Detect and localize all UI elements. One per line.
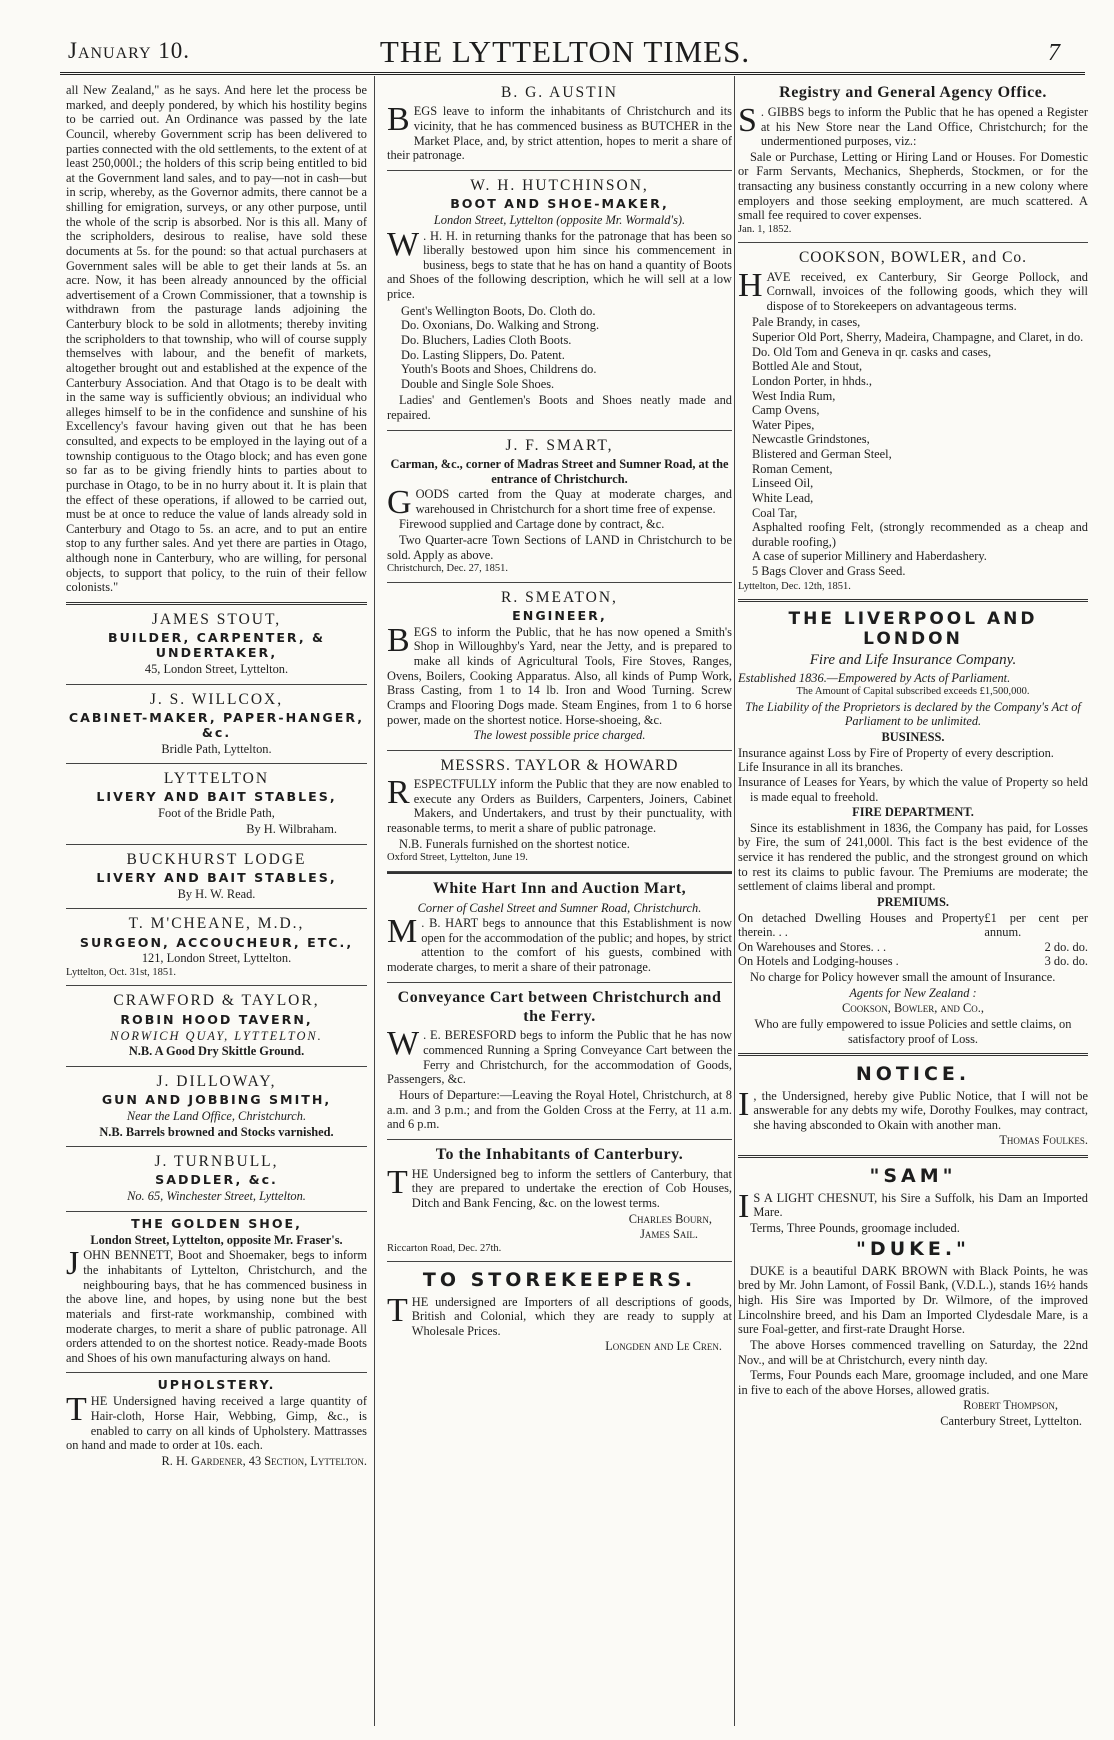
ad-conveyance-cart <box>387 983 732 1140</box>
business-line: Insurance against Loss by Fire of Property of every description. <box>738 745 1054 760</box>
ad-para: The above Horses commenced travelling on Saturday, the 22nd Nov., and will be at Christchurch, every ninth day. <box>738 1337 1088 1367</box>
list-item: Gent's Wellington Boots, Do. Cloth do. <box>401 303 596 318</box>
list-item: Youth's Boots and Shoes, Childrens do. <box>401 362 597 377</box>
agents-text: Who are fully empowered to issue Policies and settle claims, on satisfactory proof of Loss. <box>754 1016 1072 1046</box>
ad-para: N.B. Funerals furnished on the shortest notice. <box>399 836 630 851</box>
ad-proprietor: By H. W. Read. <box>177 886 256 901</box>
newspaper-title: THE LYTTELTON TIMES. <box>379 34 751 69</box>
business-line: Insurance of Leases for Years, by which the value of Property so held is made equal to freehold. <box>738 774 1088 804</box>
drop-cap: T <box>387 1163 408 1201</box>
ad-proprietor: By H. Wilbraham. <box>246 821 337 836</box>
ad-body-text: EGS to inform the Public, that he has now opened a Smith's Shop in Willoughby's Yard, near the Jetty, and is prepared to make all kinds of Agricultural Tools, Fire Stoves, Ranges, Ovens, Boilers, Cooking Apparatus. Also, all kinds of Pump Work, Brass Casting, from 1 to 14 lb. Iron and Wood Turning. Screw Cramps and Flooring Dogs made. Steam Engines, from 1 to 6 horse power, made on the shortest notice. Horse-shoeing, &c. <box>387 624 732 727</box>
ad-name: J. DILLOWAY, <box>156 1072 277 1090</box>
ad-name: R. SMEATON, <box>501 588 618 606</box>
ad-tail: The lowest possible price charged. <box>473 728 646 743</box>
ad-registry <box>738 78 1088 243</box>
ad-address: Bridle Path, Lyttelton. <box>161 741 272 756</box>
business-line: Life Insurance in all its branches. <box>738 760 904 775</box>
agents-name: Cookson, Bowler, and Co., <box>842 1001 984 1016</box>
drop-cap: T <box>66 1391 87 1429</box>
premium-rate: 3 do. do. <box>1044 954 1088 969</box>
ad-liability: The Liability of the Proprietors is declared by the Company's Act of Parliament to be unlimited. <box>745 699 1081 729</box>
premium-label: On Warehouses and Stores. . . <box>738 939 887 954</box>
ad-notice <box>738 1056 1088 1158</box>
article-text: all New Zealand," as he says. And here let the process be marked, and deeply pondered, by which his hostility begins to be carried out. An Ordinance was passed by the late Council, whereby Government scrip has been delivered to parties connected with the old settlements, to the extent of at least 250,000l.; the holders of this scrip being entitled to bid at the Government land sales, and to pay—not in cash—but in scrip, whereby, as the Governor admits, there cannot be a shilling for emigration, surveys, or any other purpose, until the whole of the scrip is absorbed. Nor is this all. Many of the scripholders, desirous to realise, have sold these documents at 5s. for the pound: so that actual purchasers at Government sales will be able to get their lands at 5s. an acre. Now, it has been already announced by the official advertisement of a Crown Commissioner, that a township is withdrawn from the pasturage lands adjoining the Canterbury block to be sold in allotments; thereby inviting the scripholders to that township, who will of course supply themselves with labour, and the benefit of markets, altogether brought out and established at the expence of the Canterbury Association. And that Otago is to be dealt with in the same way is sufficiently obvious; an individual who alleges himself to be in the confidence and sunshine of his Excellency's favour having given out that he has been consulted, and expects to be employed in the laying out of a township contiguous to the Otago block; and has even gone so far as to be giving friendly hints to parties about to purchase in Otago, to be in no hurry about it. It is plain that the effect of these operations, if allowed to be carried out, must be at once to reduce the value of lands already sold in Canterbury and Otago to 5s. an acre, and to put an entire stop to any further sales. And yet there are parties in Otago, although none in Canterbury, who are willing, for personal objects, to support that policy, to the ruin of their fellow colonists." <box>66 83 367 595</box>
ad-mcheane <box>66 909 367 986</box>
drop-cap: S <box>738 101 757 139</box>
ad-address: Near the Land Office, Christchurch. <box>126 1108 307 1123</box>
ad-address: 45, London Street, Lyttelton. <box>144 661 289 676</box>
ad-para: Firewood supplied and Cartage done by contract, &c. <box>399 517 665 532</box>
ad-body-text: . E. BERESFORD begs to inform the Public that he has now commenced Running a Spring Conveyance Cart between the Ferry and Christchurch, for the accommodation of Goods, Passengers, &c. <box>387 1028 732 1087</box>
list-item: Linseed Oil, <box>752 476 814 491</box>
ad-body-text: . GIBBS begs to inform the Public that he has opened a Register at his New Store near the Land Office, Christchurch; for the undermentioned purposes, viz.: <box>760 104 1088 149</box>
ad-body <box>387 1163 732 1211</box>
ad-name: JAMES STOUT, <box>151 610 282 628</box>
list-item: London Porter, in hhds., <box>752 373 872 388</box>
horse-name: "SAM" <box>869 1165 957 1188</box>
list-item: Roman Cement, <box>752 461 833 476</box>
ad-upholstery <box>66 1373 367 1475</box>
section-heading: BUSINESS. <box>881 730 945 745</box>
ad-name: J. TURNBULL, <box>154 1153 279 1171</box>
ad-date: Lyttelton, Dec. 12th, 1851. <box>738 580 851 592</box>
ad-name: W. H. HUTCHINSON, <box>470 176 649 194</box>
list-item: 5 Bags Clover and Grass Seed. <box>752 564 906 579</box>
ad-trade: LIVERY AND BAIT STABLES, <box>96 789 337 805</box>
ad-address: No. 65, Winchester Street, Lyttelton. <box>127 1189 306 1204</box>
list-item: West India Rum, <box>752 388 836 403</box>
ad-signature: James Sail. <box>640 1227 698 1242</box>
ad-body-text: , the Undersigned, hereby give Public Notice, that I will not be answerable for any debts my wife, Dorothy Foulkes, may contract, she having absconded to Okain with another man. <box>753 1088 1088 1132</box>
ad-smart <box>387 431 732 583</box>
issue-date: January 10. <box>68 38 191 63</box>
ad-body <box>387 1025 732 1087</box>
list-item: Asphalted roofing Felt, (strongly recommended as a cheap and durable roofing,) <box>752 520 1088 549</box>
ad-trade: SADDLER, &c. <box>155 1172 278 1188</box>
drop-cap: G <box>387 484 412 522</box>
column-middle <box>387 78 732 1728</box>
ad-smeaton <box>387 583 732 751</box>
ad-body-text: . B. HART begs to announce that this Establishment is now open for the accommodation of the public; and hopes, by strict attention to the comfort of his guests, combined with moderate charges, to merit a share of their patronage. <box>387 916 732 974</box>
premium-note: No charge for Policy however small the amount of Insurance. <box>750 970 1056 985</box>
ad-name: To the Inhabitants of Canterbury. <box>435 1145 684 1163</box>
ad-trade: ROBIN HOOD TAVERN, <box>120 1011 313 1027</box>
ad-name: Registry and General Agency Office. <box>779 84 1047 101</box>
column-divider <box>734 76 735 1726</box>
premium-label: On Hotels and Lodging-houses . <box>738 954 899 969</box>
list-item: A case of superior Millinery and Haberdashery. <box>752 549 987 564</box>
article-continuation <box>66 78 367 605</box>
ad-name: J. F. SMART, <box>505 436 614 454</box>
list-item: Superior Old Port, Sherry, Madeira, Champagne, and Claret, in do. <box>752 330 1084 345</box>
list-item: Water Pipes, <box>752 417 815 432</box>
ad-address: Foot of the Bridle Path, <box>158 806 275 821</box>
ad-name: THE GOLDEN SHOE, <box>131 1215 302 1231</box>
drop-cap: W <box>387 1025 420 1063</box>
ad-signature: Charles Bourn, <box>628 1211 712 1226</box>
premium-row <box>738 940 1088 955</box>
premium-row <box>738 954 1088 969</box>
ad-body <box>387 774 732 836</box>
ad-note: N.B. Barrels browned and Stocks varnished. <box>99 1124 334 1139</box>
ad-para: Terms, Four Pounds each Mare, groomage included, and one Mare in five to each of the above Horses, allowed gratis. <box>738 1368 1088 1397</box>
ad-body-text: HE undersigned are Importers of all descriptions of goods, British and Colonial, which they are ready to supply at Wholesale Prices. <box>411 1294 732 1338</box>
ad-para: Sale or Purchase, Letting or Hiring Land or Houses. For Domestic or Farm Servants, Mechanics, Shepherds, Stockmen, or for the transacting any business constantly occurring in a new colony where employers and those seeking employment, are much scattered. A small fee required to cover expenses. <box>738 149 1088 223</box>
ad-name: COOKSON, BOWLER, and Co. <box>798 249 1028 267</box>
ad-body-text: S A LIGHT CHESNUT, his Sire a Suffolk, his Dam an Imported Mare. <box>753 1190 1088 1220</box>
ad-crawford-taylor <box>66 986 367 1066</box>
drop-cap: I <box>738 1085 750 1123</box>
drop-cap: B <box>387 101 410 139</box>
ad-cookson-bowler <box>738 243 1088 602</box>
ad-name: MESSRS. TAYLOR & HOWARD <box>440 756 679 774</box>
list-item: Camp Ovens, <box>752 403 820 418</box>
list-item: Bottled Ale and Stout, <box>752 359 863 374</box>
ad-name: UPHOLSTERY. <box>157 1377 276 1393</box>
ad-inhabitants <box>387 1140 732 1262</box>
ad-tail: Ladies' and Gentlemen's Boots and Shoes neatly made and repaired. <box>387 393 732 423</box>
drop-cap: W <box>387 225 420 263</box>
column-left <box>66 78 367 1728</box>
ad-address: NORWICH QUAY, LYTTELTON. <box>110 1028 323 1043</box>
ad-trade: Carman, &c., corner of Madras Street and Sumner Road, at the entrance of Christchurch. <box>390 456 729 486</box>
ad-established: Established 1836.—Empowered by Acts of Parliament. <box>738 670 1011 685</box>
ad-date: Jan. 1, 1852. <box>738 223 792 235</box>
ad-address: London Street, Lyttelton, opposite Mr. Fraser's. <box>90 1232 343 1247</box>
ad-name: B. G. AUSTIN <box>500 84 618 101</box>
ad-horses <box>738 1158 1088 1436</box>
ad-date: Christchurch, Dec. 27, 1851. <box>387 563 509 575</box>
ad-trade: SURGEON, ACCOUCHEUR, ETC., <box>79 934 354 950</box>
ad-body-text: AVE received, ex Canterbury, Sir George Pollock, and Cornwall, invoices of the following goods, which they will dispose of to Storekeepers on advantageous terms. <box>766 269 1088 313</box>
ad-body <box>387 101 732 163</box>
goods-list <box>387 304 732 392</box>
ad-signature: Robert Thompson, <box>963 1398 1058 1413</box>
goods-list <box>738 315 1088 578</box>
ad-body <box>387 225 732 302</box>
ad-trade: LIVERY AND BAIT STABLES, <box>96 869 337 885</box>
ad-para: Hours of Departure:—Leaving the Royal Hotel, Christchurch, at 8 a.m. and 3 p.m.; and from the Golden Cross at the Ferry, at 11 a.m. and 6 p.m. <box>387 1087 732 1132</box>
ad-body-text: OHN BENNETT, Boot and Shoemaker, begs to inform the inhabitants of Lyttelton, Christchurch, and the neighbouring bays, that he has commenced business in the above line, and hopes, by using none but the best materials and first-rate workmanship, combined with moderate charges, to merit a share of public patronage. All orders attended to on the shortest notice. Ready-made Boots and Shoes of his own manufacturing always on hand. <box>66 1248 367 1365</box>
ad-body-text: OODS carted from the Quay at moderate charges, and warehoused in Christchurch for a short time free of expense. <box>415 487 732 516</box>
ad-address: London Street, Lyttelton (opposite Mr. Wormald's). <box>433 212 686 227</box>
list-item: Blistered and German Steel, <box>752 447 892 462</box>
ad-name: BUCKHURST LODGE <box>126 850 307 868</box>
drop-cap: R <box>387 774 410 812</box>
ad-date: Riccarton Road, Dec. 27th. <box>387 1242 502 1254</box>
drop-cap: M <box>387 913 418 951</box>
ad-address: 121, London Street, Lyttelton. <box>141 951 292 966</box>
list-item: Double and Single Sole Shoes. <box>401 376 555 391</box>
ad-para: Terms, Three Pounds, groomage included. <box>750 1220 960 1235</box>
ad-trade: BOOT AND SHOE-MAKER, <box>450 196 669 212</box>
list-item: Do. Oxonians, Do. Walking and Strong. <box>401 318 600 333</box>
ad-name: T. M'CHEANE, M.D., <box>128 915 305 933</box>
ad-signature: Thomas Foulkes. <box>999 1133 1088 1148</box>
list-item: Coal Tar, <box>752 505 798 520</box>
ad-buckhurst-lodge <box>66 845 367 910</box>
ad-body <box>387 484 732 522</box>
ad-lyttelton-livery <box>66 764 367 844</box>
ad-turnbull <box>66 1147 367 1212</box>
ad-body <box>738 266 1088 314</box>
ad-signature: Longden and Le Cren. <box>605 1339 722 1354</box>
ad-storekeepers <box>387 1262 732 1361</box>
list-item: Pale Brandy, in cases, <box>752 315 861 330</box>
drop-cap: B <box>387 621 410 659</box>
ad-body <box>387 913 732 975</box>
section-heading: PREMIUMS. <box>877 894 949 909</box>
ad-para: DUKE is a beautiful DARK BROWN with Black Points, he was bred by Mr. John Lamont, of Fossil Bank, (V.D.L.), stands 16½ hands high. His Sire was Imported by Dr. Wilmore, of the improved Lincolnshire breed, and his Dam an Imported Clydesdale Mare, is a sure Foal-getter, and first-rate Draught Horse. <box>738 1263 1088 1337</box>
list-item: Do. Bluchers, Ladies Cloth Boots. <box>401 332 572 347</box>
ad-body-text: ESPECTFULLY inform the Public that they are now enabled to execute any Orders as Builders, Carpenters, Joiners, Cabinet Makers, and Undertakers, and trust by their punctuality, with reasonable terms, to merit a share of public patronage. <box>387 777 732 835</box>
fire-text: Since its establishment in 1836, the Company has paid, for Losses by Fire, the sum of 241,000l. This fact is the best evidence of the service it has rendered the public, and the strongest ground on which to rest its claims to public favour. The Premiums are moderate; the settlement of claims liberal and prompt. <box>738 820 1088 894</box>
ad-address: Corner of Cashel Street and Sumner Road, Christchurch. <box>417 900 702 915</box>
ad-para: Two Quarter-acre Town Sections of LAND in Christchurch to be sold. Apply as above. <box>387 533 732 562</box>
column-divider <box>374 76 375 1726</box>
ad-date: Oxford Street, Lyttelton, June 19. <box>387 852 528 864</box>
ad-body-text: . H. H. in returning thanks for the patronage that has been so liberally bestowed upon him since his commencement in business, begs to state that he has on hand a quantity of Boots and Shoes of the following description, which he will sell at a low price. <box>387 228 732 302</box>
ad-name: NOTICE. <box>855 1063 971 1086</box>
ad-note: N.B. A Good Dry Skittle Ground. <box>128 1044 305 1059</box>
agents-heading: Agents for New Zealand : <box>849 985 977 1000</box>
ad-body-text: EGS leave to inform the inhabitants of Christchurch and its vicinity, that he has commenced business as BUTCHER in the Market Place, and, by strict attention, hopes to merit a share of their patronage. <box>387 104 732 163</box>
ad-body <box>66 1245 367 1365</box>
ad-name: THE LIVERPOOL AND LONDON <box>788 609 1038 650</box>
ad-golden-shoe <box>66 1212 367 1373</box>
ad-dilloway <box>66 1067 367 1147</box>
ad-body <box>387 621 732 727</box>
column-right <box>738 78 1088 1728</box>
ad-name: J. S. WILLCOX, <box>149 690 284 708</box>
ad-body <box>738 1085 1088 1133</box>
premium-rate: £1 per cent per annum. <box>984 910 1088 940</box>
ad-body <box>738 1187 1088 1225</box>
ad-body <box>738 101 1088 149</box>
list-item: White Lead, <box>752 490 814 505</box>
ad-trade: ENGINEER, <box>512 607 607 623</box>
premium-rate: 2 do. do. <box>1044 939 1088 954</box>
ad-willcox <box>66 685 367 765</box>
ad-hutchinson <box>387 171 732 431</box>
ad-capital: The Amount of Capital subscribed exceeds £1,500,000. <box>796 686 1030 698</box>
ad-body <box>387 1291 732 1339</box>
ad-signature: Canterbury Street, Lyttelton. <box>940 1414 1082 1429</box>
drop-cap: H <box>738 266 763 304</box>
ad-james-stout <box>66 605 367 685</box>
drop-cap: I <box>738 1187 750 1225</box>
ad-name: White Hart Inn and Auction Mart, <box>432 879 687 897</box>
drop-cap: J <box>66 1245 80 1283</box>
masthead-rule <box>60 72 1085 75</box>
page-number: 7 <box>1048 40 1060 66</box>
ad-trade: GUN AND JOBBING SMITH, <box>101 1092 332 1108</box>
ad-white-hart <box>387 872 732 983</box>
premium-label: On detached Dwelling Houses and Property therein. . . <box>738 910 985 940</box>
list-item: Newcastle Grindstones, <box>752 432 870 447</box>
horse-name: "DUKE." <box>856 1238 970 1261</box>
drop-cap: T <box>387 1291 408 1329</box>
list-item: Do. Lasting Slippers, Do. Patent. <box>401 347 565 362</box>
premium-row <box>738 911 1088 940</box>
ad-name: CRAWFORD & TAYLOR, <box>113 992 320 1010</box>
ad-body-text: HE Undersigned having received a large quantity of Hair-cloth, Horse Hair, Webbing, Gimp, &c., is enabled to carry on all kinds of Upholstery. Mattrasses on hand and made to order at 10s. each. <box>66 1394 367 1453</box>
ad-body <box>66 1391 367 1453</box>
ad-subtitle: Fire and Life Insurance Company. <box>809 652 1017 669</box>
ad-name: TO STOREKEEPERS. <box>422 1269 697 1292</box>
ad-body-text: HE Undersigned beg to inform the settlers of Canterbury, that they are prepared to undertake the erection of Cob Houses, Ditch and Bank Fencing, &c. on the lowest terms. <box>411 1166 732 1210</box>
ad-austin <box>387 78 732 171</box>
ad-name: LYTTELTON <box>163 770 270 788</box>
ad-date: Lyttelton, Oct. 31st, 1851. <box>66 967 176 979</box>
section-heading: FIRE DEPARTMENT. <box>852 805 974 820</box>
ad-taylor-howard <box>387 751 732 872</box>
ad-trade: BUILDER, CARPENTER, & UNDERTAKER, <box>107 630 326 661</box>
list-item: Do. Old Tom and Geneva in qr. casks and cases, <box>752 344 992 359</box>
ad-trade: CABINET-MAKER, PAPER-HANGER, &c. <box>68 709 365 740</box>
ad-signature: R. H. Gardener, 43 Section, Lyttelton. <box>161 1453 367 1468</box>
ad-liverpool-london <box>738 602 1088 1056</box>
ad-name: Conveyance Cart between Christchurch and the Ferry. <box>397 988 722 1025</box>
